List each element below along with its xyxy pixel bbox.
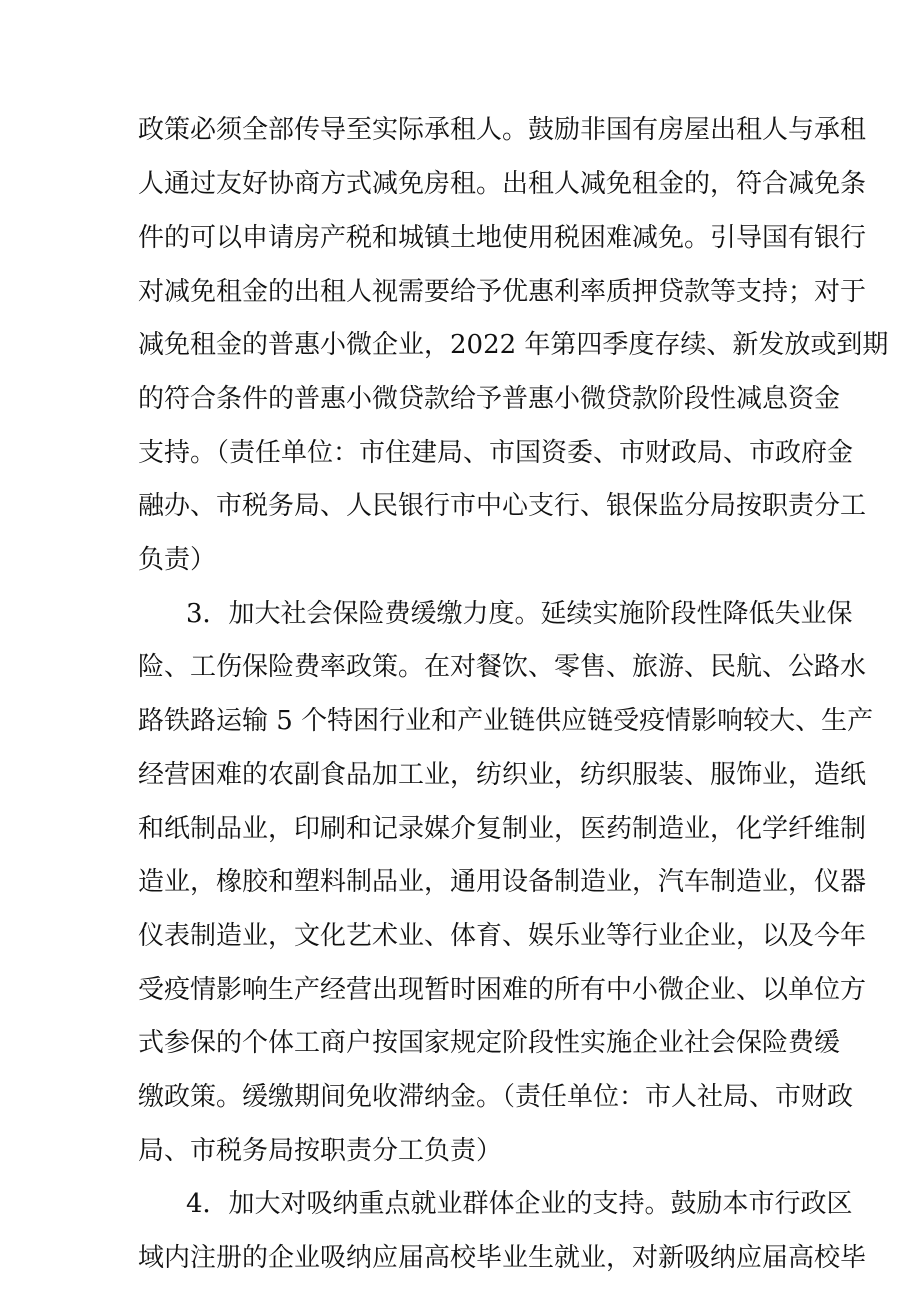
text-line: 负责） xyxy=(138,545,217,575)
text-line: 经营困难的农副食品加工业，纺织业，纺织服装、服饰业，造纸 xyxy=(138,760,867,790)
text-line: 件的可以申请房产税和城镇土地使用税困难减免。引导国有银行 xyxy=(138,223,867,253)
text-line: 域内注册的企业吸纳应届高校毕业生就业，对新吸纳应届高校毕 xyxy=(138,1243,867,1273)
text-line: 对减免租金的出租人视需要给予优惠利率质押贷款等支持；对于 xyxy=(138,277,867,307)
paragraph-heading-4: 4．加大对吸纳重点就业群体企业的支持。鼓励本市行政区 xyxy=(186,1189,853,1219)
text-line: 仪表制造业，文化艺术业、体育、娱乐业等行业企业，以及今年 xyxy=(138,921,867,951)
text-line: 受疫情影响生产经营出现暂时困难的所有中小微企业、以单位方 xyxy=(138,975,867,1005)
text-line: 减免租金的普惠小微企业，2022 年第四季度存续、新发放或到期 xyxy=(138,330,889,360)
text-line: 缴政策。缓缴期间免收滞纳金。（责任单位：市人社局、市财政 xyxy=(138,1082,854,1112)
text-line: 支持。（责任单位：市住建局、市国资委、市财政局、市政府金 xyxy=(138,438,854,468)
text-line: 的符合条件的普惠小微贷款给予普惠小微贷款阶段性减息资金 xyxy=(138,384,841,414)
text-line: 融办、市税务局、人民银行市中心支行、银保监分局按职责分工 xyxy=(138,491,867,521)
text-line: 人通过友好协商方式减免房租。出租人减免租金的，符合减免条 xyxy=(138,169,867,199)
text-line: 造业，橡胶和塑料制品业，通用设备制造业，汽车制造业，仪器 xyxy=(138,867,867,897)
text-line: 险、工伤保险费率政策。在对餐饮、零售、旅游、民航、公路水 xyxy=(138,652,867,682)
text-line: 路铁路运输 5 个特困行业和产业链供应链受疫情影响较大、生产 xyxy=(138,706,874,736)
text-line: 局、市税务局按职责分工负责） xyxy=(138,1136,503,1166)
paragraph-heading-3: 3．加大社会保险费缓缴力度。延续实施阶段性降低失业保 xyxy=(186,599,853,629)
text-line: 式参保的个体工商户按国家规定阶段性实施企业社会保险费缓 xyxy=(138,1028,841,1058)
text-line: 和纸制品业，印刷和记录媒介复制业，医药制造业，化学纤维制 xyxy=(138,814,867,844)
text-line: 政策必须全部传导至实际承租人。鼓励非国有房屋出租人与承租 xyxy=(138,115,867,145)
